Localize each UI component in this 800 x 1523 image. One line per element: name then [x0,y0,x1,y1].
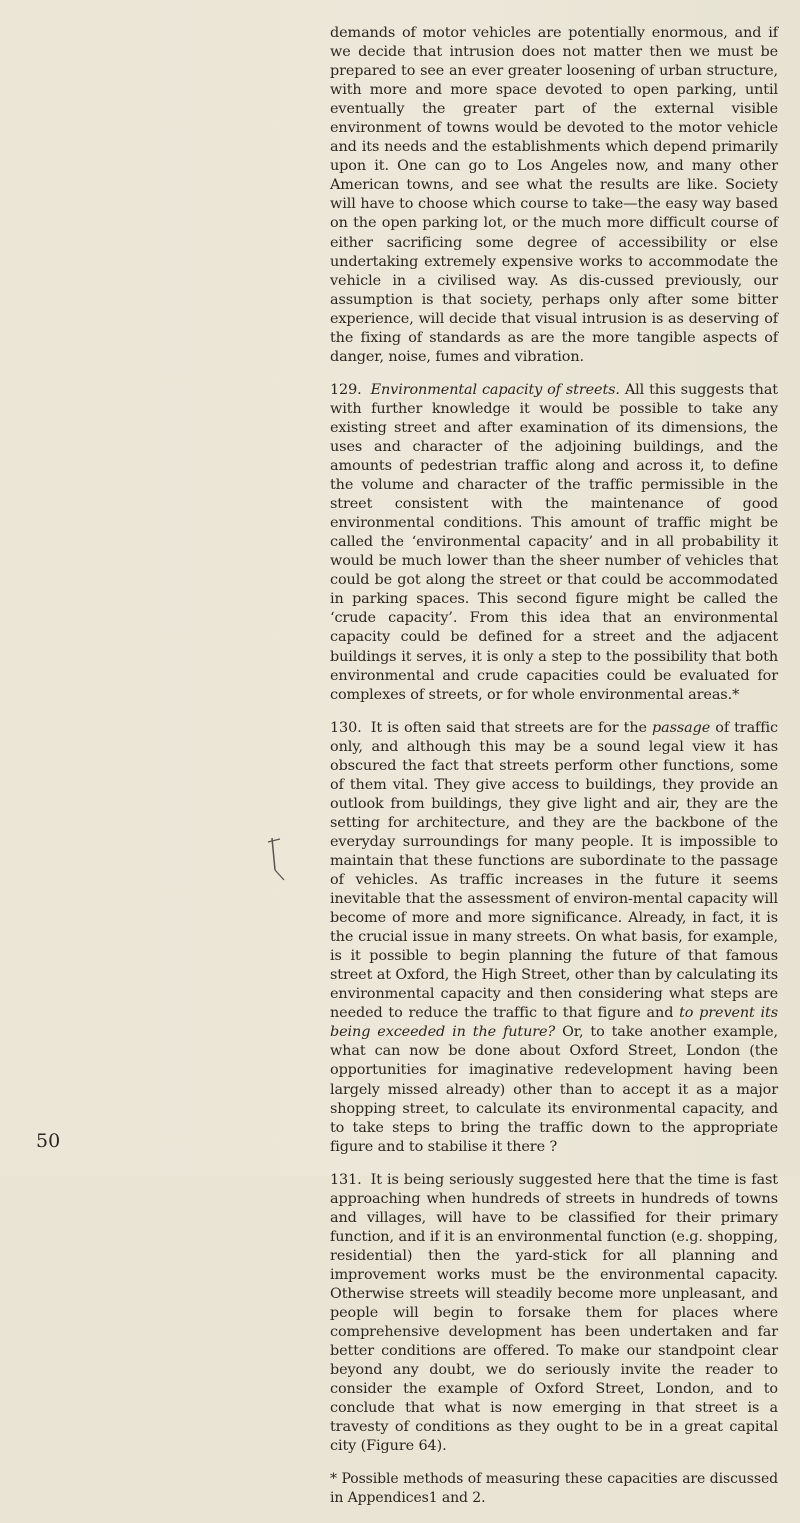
paragraph-129 [330,381,778,705]
paragraph-number: 131. [330,1171,362,1188]
paragraph-body: It is being seriously suggested here that the time is fast approaching when hundreds of streets in hundreds of towns and villages, will have to be classified for their primary function, and if it is an environmental function (e.g. shopping, residential) then the yard-stick for all planning and improvement works must be the environmental capacity. Otherwise streets will steadily become more unpleasant, and people will begin to forsake them for places where comprehensive development has been undertaken and far better conditions are offered. To make our standpoint clear beyond any doubt, we do seriously invite the reader to consider the example of Oxford Street, London, and to conclude that what is now emerging in that street is a travesty of conditions as they ought to be in a great capital city (Figure 64). [330,1171,778,1455]
paragraph-body-end: Or, to take another example, what can now be done about Oxford Street, London (the opportunities for imaginative redevelopment having been largely missed already) other than to accept it as a major shopping street, to calculate its environmental capacity, and to take steps to bring the traffic down to the appropriate figure and to stabilise it there ? [330,1024,778,1155]
paragraph-130 [330,719,778,1157]
paragraph-body: All this suggests that with further knowledge it would be possible to take any existing street and after examination of its dimensions, the uses and character of the adjoining buildings, and the amounts of pedestrian traffic along and across it, to define the volume and character of the traffic permissible in the street consistent with the maintenance of good environmental conditions. This amount of traffic might be called the ‘environmental capacity’ and in all probability it would be much lower than the sheer number of vehicles that could be got along the street or that could be accommodated in parking spaces. This second figure might be called the ‘crude capacity’. From this idea that an environmental capacity could be defined for a street and the adjacent buildings it serves, it is only a step to the possibility that both environmental and crude capacities could be evaluated for complexes of streets, or for whole environmental areas.* [330,381,778,703]
paragraph-body-start: It is often said that streets are for the [370,719,647,736]
paragraph-128-continued: demands of motor vehicles are potentially enormous, and if we decide that intrusion does not matter then we must be prepared to see an ever greater loosening of urban structure, with more and more space devoted to open parking, until eventually the greater part of the external visible environment of towns would be devoted to the motor vehicle and its needs and the establishments which depend primarily upon it. One can go to Los Angeles now, and many other American towns, and see what the results are like. Society will have to choose which course to take—the easy way based on the open parking lot, or the much more difficult course of either sacrificing some degree of accessibility or else undertaking extremely expensive works to accommodate the vehicle in a civilised way. As dis-cussed previously, our assumption is that society, perhaps only after some bitter experience, will decide that visual intrusion is as deserving of the fixing of standards as are the more tangible aspects of danger, noise, fumes and vibration. [330,25,778,365]
paragraph-number: 129. [330,381,362,398]
italic-word: passage [652,719,711,736]
paragraph-body-middle: of traffic only, and although this may be a sound legal view it has obscured the fact that streets perform other functions, some of them vital. They give access to buildings, they provide an outlook from buildings, they give light and air, they are the setting for architecture, and they are the backbone of the everyday surroundings for many people. It is impossible to maintain that these functions are subordinate to the passage of vehicles. As traffic increases in the future it seems inevitable that the assessment of environ-mental capacity will become of more and more significance. Already, in fact, it is the crucial issue in many streets. On what basis, for example, is it possible to begin planning the future of that famous street at Oxford, the High Street, other than by calculating its environmental capacity and then considering what steps are needed to reduce the traffic to that figure and [330,719,778,1022]
footnote: * Possible methods of measuring these capacities are discussed in Appendices1 and 2. [330,1471,778,1507]
paragraph-number: 130. [330,719,362,736]
paragraph-heading: Environmental capacity of streets. [370,381,620,398]
text-column [330,24,778,1523]
pencil-mark-icon [258,830,298,890]
page-number: 50 [36,1130,61,1152]
paragraph-131 [330,1171,778,1457]
italic-phrase: to prevent its being exceeded in the future? [330,1005,778,1041]
